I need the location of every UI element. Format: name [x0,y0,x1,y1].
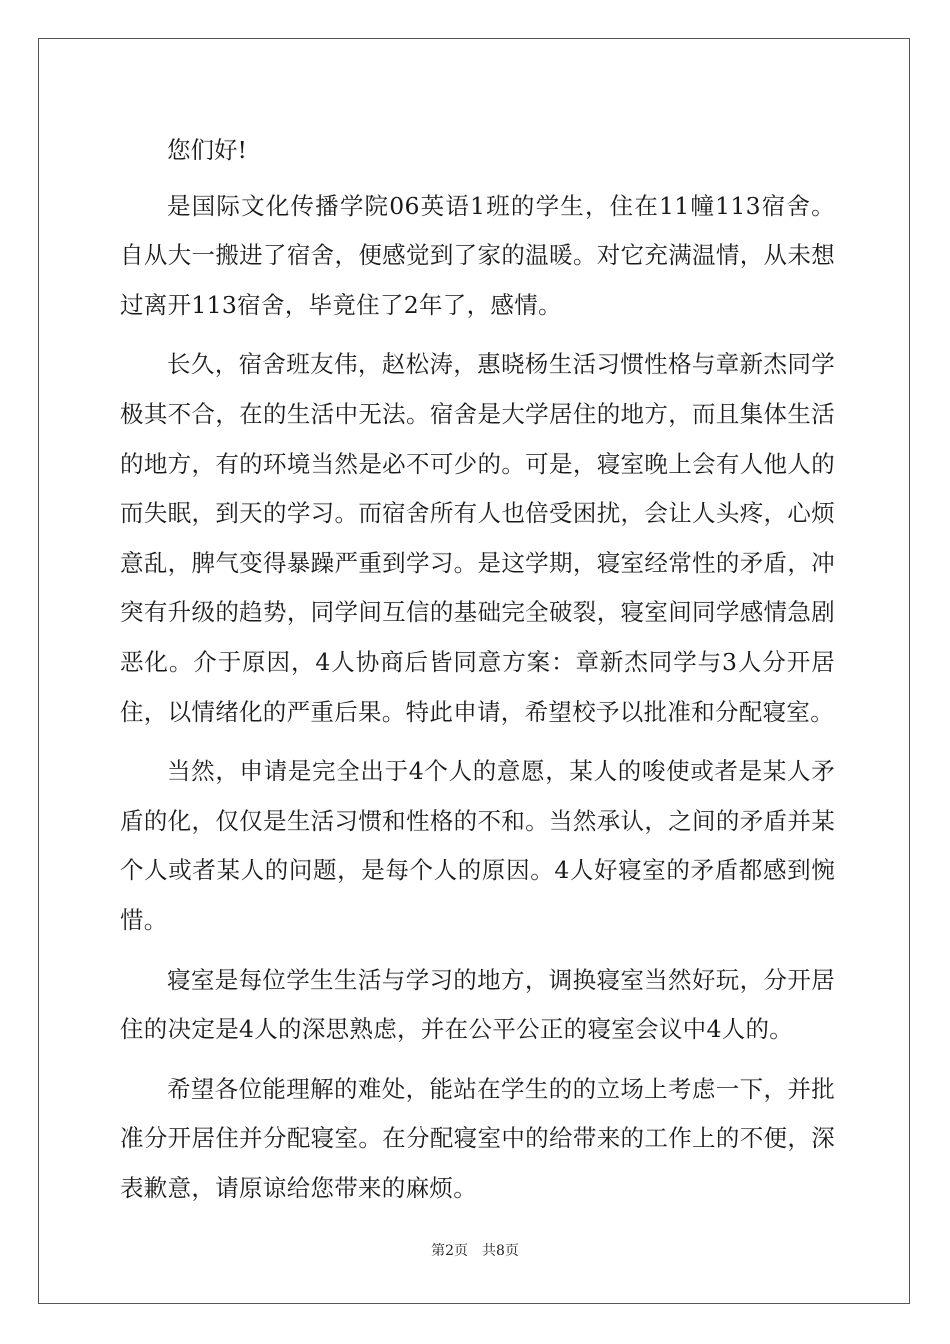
page-footer [0,1240,950,1260]
paragraph-4: 寝室是每位学生生活与学习的地方，调换寝室当然好玩，分开居住的决定是4人的深思熟虑，并在公平公正的寝室会议中4人的。 [120,965,835,1044]
paragraph-1: 是国际文化传播学院06英语1班的学生，住在11幢113宿舍。自从大一搬进了宿舍，便感觉到了家的温暖。对它充满温情，从未想过离开113宿舍，毕竟住了2年了，感情。 [120,191,835,319]
paragraph-5: 希望各位能理解的难处，能站在学生的的立场上考虑一下，并批准分开居住并分配寝室。在分配寝室中的给带来的工作上的不便，深表歉意，请原谅给您带来的麻烦。 [120,1074,835,1202]
paragraph-2: 长久，宿舍班友伟，赵松涛，惠晓杨生活习惯性格与章新杰同学极其不合，在的生活中无法。宿舍是大学居住的地方，而且集体生活的地方，有的环境当然是必不可少的。可是，寝室晚上会有人他人的而失眠，到天的学习。而宿舍所有人也倍受困扰，会让人头疼，心烦意乱，脾气变得暴躁严重到学习。是这学期，寝室经常性的矛盾，冲突有升级的趋势，同学间互信的基础完全破裂，寝室间同学感情急剧恶化。介于原因，4人协商后皆同意方案：章新杰同学与3人分开居住，以情绪化的严重后果。特此申请，希望校予以批准和分配寝室。 [120,350,835,726]
paragraph-3: 当然，申请是完全出于4个人的意愿，某人的唆使或者是某人矛盾的化，仅仅是生活习惯和性格的不和。当然承认，之间的矛盾并某个人或者某人的问题，是每个人的原因。4人好寝室的矛盾都感到惋惜。 [120,757,835,934]
greeting: 您们好! [167,136,247,164]
document-body [120,126,835,1213]
page-number-total: 共8页 [482,1243,519,1259]
page-number-current: 第2页 [431,1243,468,1259]
